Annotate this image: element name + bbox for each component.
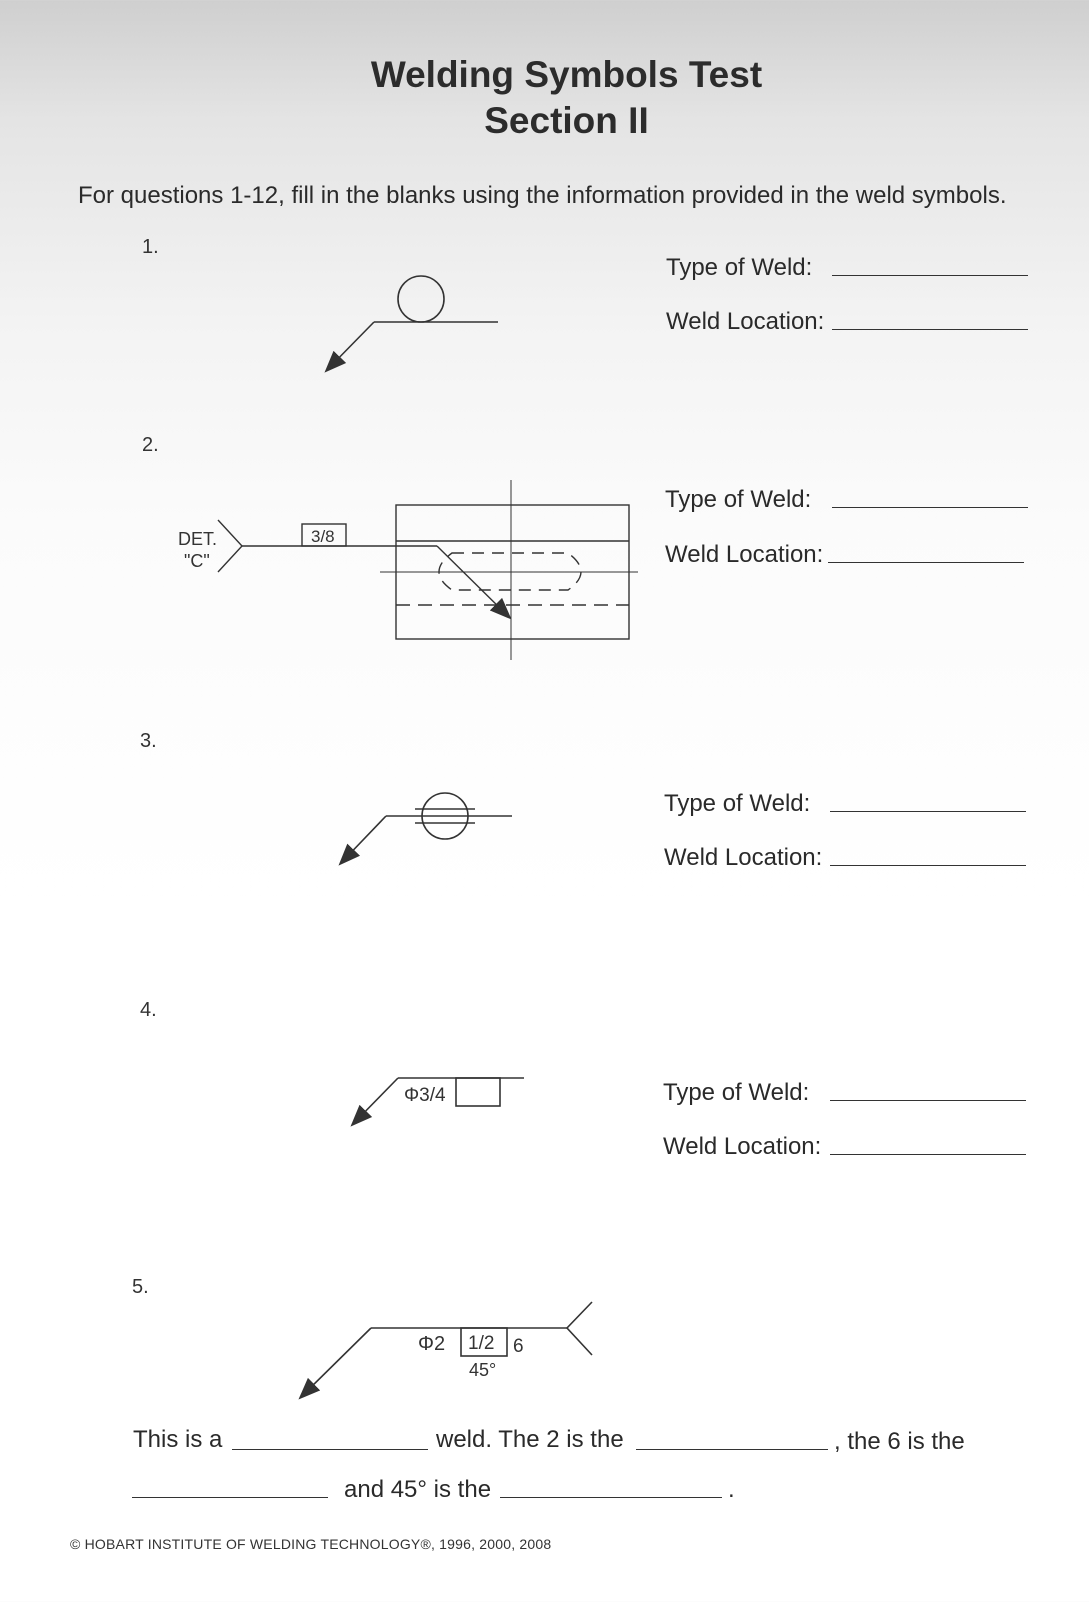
q1-type-label: Type of Weld: — [666, 254, 813, 281]
question-number-1: 1. — [142, 236, 159, 258]
q5-dimension: Φ2 — [418, 1333, 446, 1355]
q2-size: 3/8 — [311, 527, 335, 546]
q5-sentence-part4: and 45° is the — [344, 1476, 492, 1503]
q5-tail — [567, 1302, 592, 1355]
q2-det-line1: DET. — [178, 529, 218, 549]
q3-type-label: Type of Weld: — [664, 790, 811, 817]
q4-type-label: Type of Weld: — [663, 1079, 810, 1106]
q5-angle: 45° — [469, 1360, 497, 1380]
q5-sentence-part5: . — [728, 1476, 735, 1503]
question-number-3: 3. — [140, 730, 157, 752]
q5-blank-2-meaning[interactable] — [636, 1449, 828, 1450]
q4-location-label: Weld Location: — [663, 1133, 822, 1160]
copyright-footer: © HOBART INSTITUTE OF WELDING TECHNOLOGY®, 1996, 2000, 2008 — [70, 1536, 552, 1552]
q5-blank-weld-type[interactable] — [232, 1449, 428, 1450]
question-number-5: 5. — [132, 1276, 149, 1298]
q3-weld-symbol — [340, 793, 512, 864]
title-line-2: Section II — [484, 100, 649, 141]
question-number-4: 4. — [140, 999, 157, 1021]
q4-plug-box — [456, 1078, 500, 1106]
question-number-2: 2. — [142, 434, 159, 456]
q5-sentence-part2: weld. The 2 is the — [436, 1426, 624, 1453]
instructions: For questions 1-12, fill in the blanks using the information provided in the weld symbols. — [78, 182, 1007, 209]
title-line-1: Welding Symbols Test — [370, 54, 763, 95]
q1-location-label: Weld Location: — [666, 308, 825, 335]
q5-blank-6-meaning[interactable] — [132, 1497, 328, 1498]
q5-depth: 1/2 — [468, 1333, 495, 1354]
q5-count: 6 — [513, 1336, 524, 1357]
q2-tail — [218, 520, 242, 572]
q3-arrow — [340, 816, 386, 864]
q2-weld-symbol — [218, 480, 638, 660]
q5-weld-symbol — [300, 1302, 592, 1398]
q2-type-label: Type of Weld: — [665, 486, 812, 513]
q4-dimension: Φ3/4 — [404, 1085, 446, 1106]
q1-weld-symbol — [326, 276, 498, 371]
q2-location-label: Weld Location: — [665, 541, 824, 568]
q5-blank-angle-meaning[interactable] — [500, 1497, 722, 1498]
q5-sentence-part3: , the 6 is the — [834, 1428, 965, 1455]
q1-spot-circle — [398, 276, 444, 322]
q1-arrow — [326, 322, 374, 371]
q4-arrow — [352, 1078, 398, 1125]
q5-sentence-part1: This is a — [133, 1426, 223, 1453]
q2-det-line2: "C" — [184, 551, 210, 571]
q5-arrow — [300, 1328, 371, 1398]
q3-location-label: Weld Location: — [664, 844, 823, 871]
